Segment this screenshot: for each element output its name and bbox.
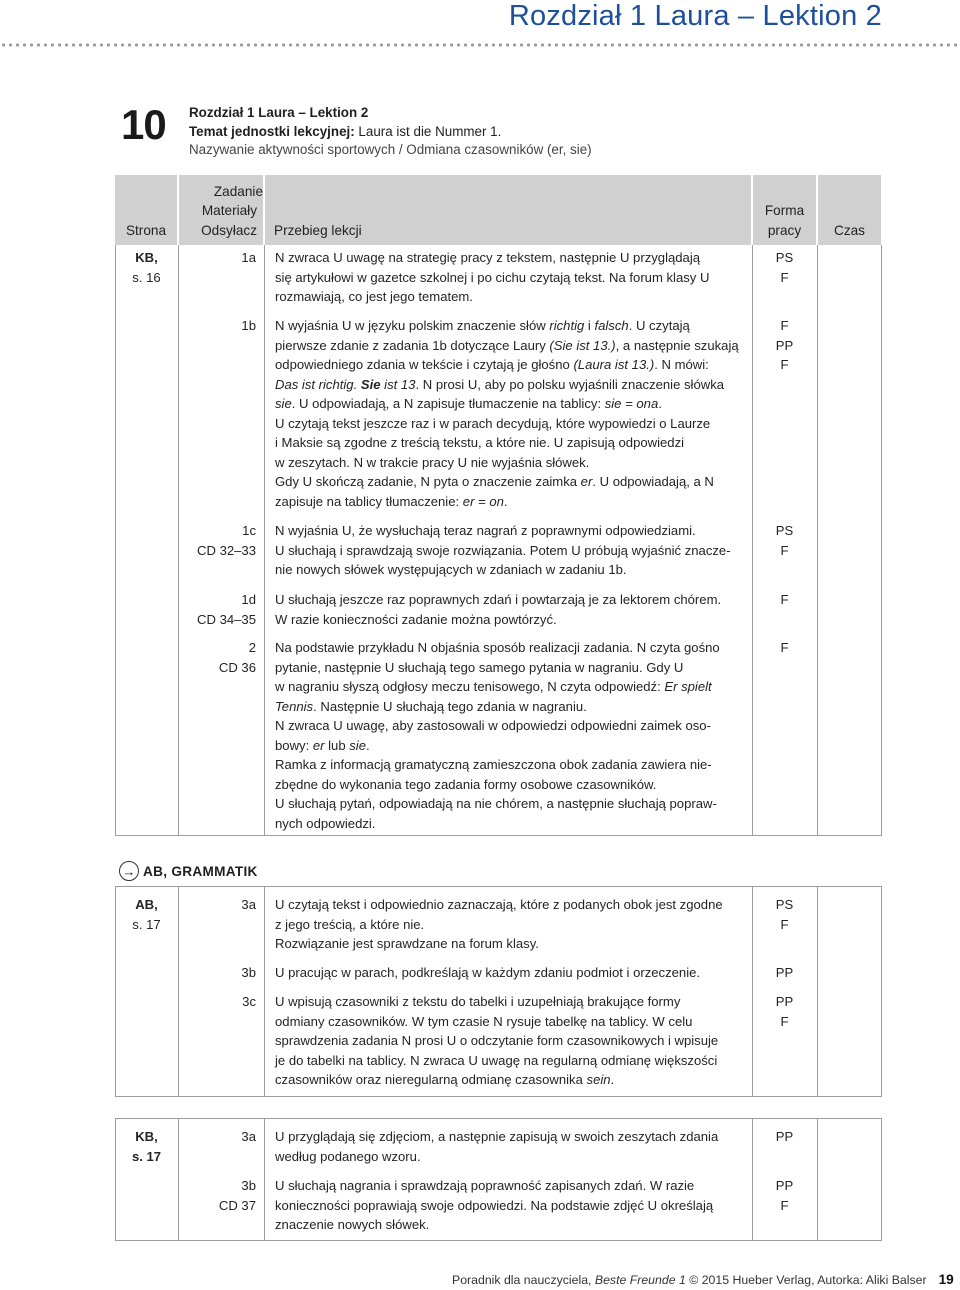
audio-ref-2: CD 36: [218, 659, 256, 675]
procedure-ab-3a: U czytają tekst i odpowiednio zaznaczają, które z podanych obok jest zgodne z jego treścią, a które nie. Rozwiązanie jest sprawdzane na forum klasy.: [275, 897, 723, 951]
exercise-1c: 1c CD 32–33: [180, 521, 256, 560]
page-footer: Poradnik dla nauczyciela, Beste Freunde 1 © 2015 Hueber Verlag, Autorka: Aliki Balser 19: [452, 1272, 954, 1287]
procedure-ab-3b: U pracując w parach, podkreślają w każdym zdaniu podmiot i orzeczenie.: [275, 965, 701, 980]
work-form-1c: PS F: [775, 523, 794, 558]
lesson-topic-label: Temat jednostki lekcyjnej:: [189, 123, 355, 139]
exercise-1d: 1d CD 34–35: [180, 590, 256, 629]
lesson-goals: Nazywanie aktywności sportowych / Odmiana czasowników (er, sie): [189, 142, 592, 157]
exercise-kb-3b: 3b CD 37: [180, 1176, 256, 1215]
work-form-ab-3b: PP: [775, 965, 794, 980]
lesson-info: [189, 104, 592, 160]
procedure-1b: N wyjaśnia U w języku polskim znaczenie słów richtig i falsch. U czytają pierwsze zdanie z zadania 1b dotyczące Laury (Sie ist 13.), a następnie szukają odpowiedniego zdania w tekście i czytają je głośno (Laura ist 13.). N mówi: Das ist richtig. Sie ist 13. N prosi U, aby po polsku wyjaśnili znaczenie słówka sie. U odpowiadają, a N zapisuje tłumaczenie na tablicy: sie = ona. U czytają tekst jeszcze raz i w parach decydują, które wypowiedzi o Laurze i Maksie są zgodne z treścią tekstu, a które nie. U zapisują odpowiedzi w zeszytach. N w trakcie pracy U nie wyjaśnia słówek. Gdy U skończą zadanie, N pyta o znaczenie zaimka er. U odpowiadają, a N zapisuje na tablicy tłumaczenie: er = on.: [275, 318, 739, 509]
work-form-ab-3c: PP F: [775, 994, 794, 1029]
exercise-ab-3b: 3b: [241, 965, 256, 980]
procedure-kb-3a: U przyglądają się zdjęciom, a następnie zapisują w swoich zeszytach zdania według podanego wzoru.: [275, 1129, 719, 1164]
header-czas: Czas: [834, 223, 865, 238]
work-form-1a: PS F: [775, 250, 794, 285]
procedure-1c: N wyjaśnia U, że wysłuchają teraz nagrań z poprawnymi odpowiedziami. U słuchają i sprawdzają swoje rozwiązania. Potem U próbują wyjaśnić znacze- nie nowych słówek występujących w zdaniach w zadaniu 1b.: [275, 523, 731, 577]
section-heading: [119, 861, 258, 881]
header-zadanie: Zadanie: [213, 184, 263, 199]
table1-source: KB, s. 16: [132, 250, 161, 285]
work-form-1d: F: [780, 592, 789, 607]
exercise-1a: 1a: [241, 250, 256, 265]
header-odsylacz: Odsyłacz: [201, 223, 257, 238]
procedure-ab-3c: U wpisują czasowniki z tekstu do tabelki i uzupełniają brakujące formy odmiany czasowników. W tym czasie N rysuje tabelkę na tablicy. W celu sprawdzenia zadania N prosi U o odczytanie form czasownikowych i wpisuje je do tabelki na tablicy. N zwraca U uwagę na regularną odmianę większości czasowników oraz nieregularną odmianę czasownika sein.: [275, 994, 719, 1087]
audio-ref-1c: CD 32–33: [197, 542, 256, 558]
exercise-ab-3c: 3c: [242, 994, 256, 1009]
header-pracy: pracy: [767, 223, 802, 238]
header-materialy: Materiały: [201, 203, 257, 218]
procedure-2: Na podstawie przykładu N objaśnia sposób realizacji zadania. N czyta gośno pytanie, następnie U słuchają tego samego pytania w nagraniu. Gdy U w nagraniu słyszą odgłosy meczu tenisowego, N czyta odpowiedź: Er spielt Tennis. Następnie U słuchają tego zdania w nagraniu. N zwraca U uwagę, aby zastosowali w odpowiedzi odpowiedni zaimek oso- bowy: er lub sie. Ramka z informacją gramatyczną zamieszczona obok zadania zawiera nie- zbędne do wykonania tego zadania formy osobowe czasowników. U słuchają pytań, odpowiadają na nie chórem, a następnie słuchają popraw- nych odpowiedzi.: [275, 640, 720, 831]
work-form-kb-3b: PP F: [775, 1178, 794, 1213]
table3-source: KB, s. 17: [131, 1129, 162, 1164]
lesson-topic-value: Laura ist die Nummer 1.: [354, 123, 502, 139]
page-number: 19: [938, 1272, 954, 1287]
dotted-divider: [0, 43, 960, 47]
exercise-2: 2 CD 36: [180, 638, 256, 677]
exercise-ab-3a: 3a: [241, 897, 256, 912]
work-form-ab-3a: PS F: [775, 897, 794, 932]
audio-ref-1d: CD 34–35: [197, 611, 256, 627]
header-przebieg: Przebieg lekcji: [274, 223, 362, 238]
arrow-right-icon: →: [119, 861, 139, 881]
table2-source: AB, s. 17: [132, 897, 161, 932]
lesson-number: 10: [121, 101, 166, 148]
procedure-kb-3b: U słuchają nagrania i sprawdzają poprawność zapisanych zdań. W razie konieczności poprawiają swoje odpowiedzi. Na podstawie zdjęć U określają znaczenie nowych słówek.: [275, 1178, 714, 1232]
procedure-1d: U słuchają jeszcze raz poprawnych zdań i powtarzają je za lektorem chórem. W razie konieczności zadanie można powtórzyć.: [275, 592, 722, 627]
work-form-1b: F PP F: [775, 318, 794, 372]
lesson-chapter: Rozdział 1 Laura – Lektion 2: [189, 105, 369, 120]
header-strona: Strona: [125, 223, 167, 238]
exercise-1b: 1b: [241, 318, 256, 333]
section-title: AB, GRAMMATIK: [143, 863, 258, 879]
procedure-1a: N zwraca U uwagę na strategię pracy z tekstem, następnie U przyglądają się artykułowi w gazetce szkolnej i po cichu czytają tekst. Na forum klasy U rozmawiają, co jest jego tematem.: [275, 250, 710, 304]
exercise-kb-3a: 3a: [241, 1129, 256, 1144]
audio-ref-kb-3b: CD 37: [218, 1197, 256, 1213]
header-forma: Forma: [764, 203, 805, 218]
work-form-2: F: [780, 640, 789, 655]
running-header-title: Rozdział 1 Laura – Lektion 2: [508, 0, 882, 32]
work-form-kb-3a: PP: [775, 1129, 794, 1144]
